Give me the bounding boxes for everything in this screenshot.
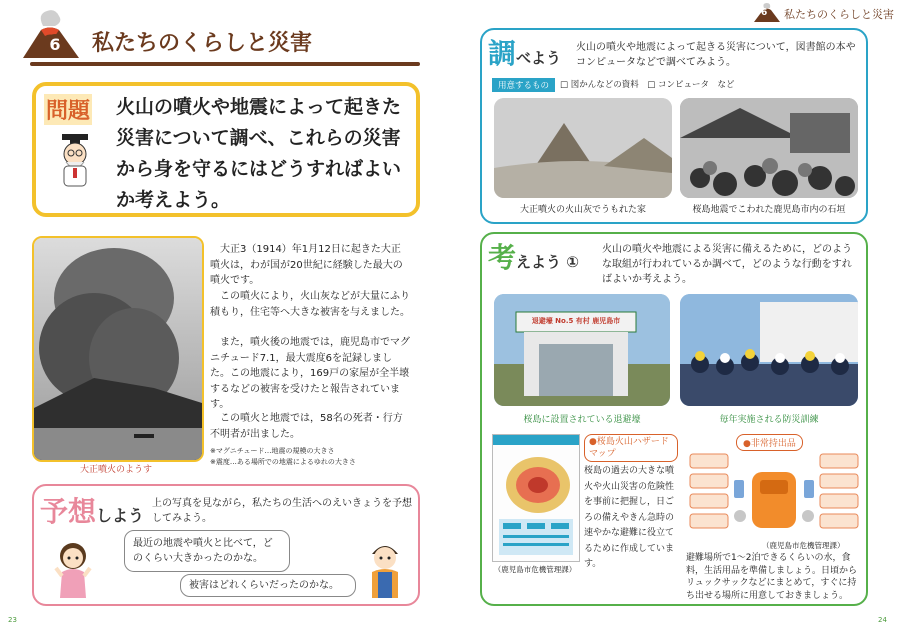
- emergency-items-illustration: [686, 450, 862, 536]
- prepare-label: 用意するもの: [492, 78, 555, 92]
- body-paragraph-1: 大正3（1914）年1月12日に起きた大正噴火は，わが国が20世紀に経験した最大の噴火です。: [210, 244, 403, 286]
- hazard-map-caption: （鹿児島市危機管理課）: [493, 565, 577, 574]
- photo4-caption: 毎年実施される防災訓練: [719, 415, 819, 425]
- note-magnitude: ※マグニチュード…地震の規模の大きさ: [210, 447, 335, 455]
- page-number-left: 23: [8, 616, 17, 624]
- speech-bubble-2: 被害はどれくらいだったのかな。: [180, 574, 356, 597]
- kangae-text: 火山の噴火や地震による災害に備えるために，どのような取組が行われているか調べて，どのような行動をすればよいか考えよう。: [602, 244, 852, 285]
- shelter-sign-text: 退避壕 No.5 有村 鹿児島市: [531, 317, 621, 325]
- shelter-photo: [494, 294, 670, 406]
- mondai-text: 火山の噴火や地震によって起きた災害について調べ、これらの災害から身を守るにはどうすればよいか考えよう。: [116, 96, 402, 211]
- title-underline: [30, 62, 420, 66]
- photo3-caption: 桜島に設置されている退避壕: [523, 415, 641, 425]
- yosou-text: 上の写真を見ながら，私たちの生活へのえいきょうを予想してみよう。: [152, 498, 412, 524]
- header-title: 私たちのくらしと災害: [784, 8, 894, 21]
- boy-illustration: [364, 538, 406, 604]
- emergency-title: ●非常持出品: [736, 434, 803, 451]
- broken-wall-photo: [680, 98, 858, 198]
- header-number: 6: [761, 8, 768, 18]
- shirabe-small: べよう: [516, 49, 562, 67]
- page-number-right: 24: [878, 616, 887, 624]
- prepare-items: □ 図かんなどの資料 □ コンピュータ など: [560, 80, 735, 90]
- shirabe-heading: [488, 32, 561, 72]
- speech-bubble-1: 最近の地震や噴火と比べて，どのくらい大きかったのかな。: [124, 530, 290, 572]
- body-paragraph-4: この噴火と地震では，58名の死者・行方不明者が出ました。: [210, 413, 403, 440]
- shirabe-text: 火山の噴火や地震によって起きる災害について，図書館の本やコンピュータなどで調べてみよう。: [576, 42, 856, 68]
- body-paragraph-2: この噴火により，火山灰などが大量にふり積もり，住宅等へ大きな被害を与えました。: [210, 291, 410, 318]
- girl-illustration: [52, 538, 94, 604]
- emergency-caption: （鹿児島市危機管理課）: [762, 541, 845, 550]
- professor-illustration: [52, 130, 100, 194]
- hazard-map-text: 桜島の過去の大きな噴火や火山災害の危険性を事前に把握し，日ごろの備えやきん急時の速やかな避難に役立てるために作成しています。: [584, 466, 675, 569]
- kangae-big: 考: [488, 241, 517, 274]
- shirabe-big: 調: [488, 37, 517, 70]
- photo1-caption: 大正噴火の火山灰でうもれた家: [519, 205, 646, 215]
- yosou-box: [32, 484, 420, 606]
- kangae-box: [480, 232, 868, 606]
- mondai-label: 問題: [44, 94, 92, 125]
- shirabe-box: [480, 28, 868, 224]
- yosou-small: しよう: [96, 506, 145, 525]
- yosou-big: 予想: [40, 495, 97, 528]
- drill-photo: [680, 294, 858, 406]
- mondai-box: [32, 82, 420, 217]
- eruption-photo-caption: 大正噴火のようす: [79, 465, 152, 475]
- body-paragraph-3: また，噴火後の地震では，鹿児島市でマグニチュード7.1，最大震度6を記録しました。この地震により，169戸の家屋が全半壊するなどの被害を受けたと報告されています。: [210, 337, 410, 410]
- buried-house-photo: [494, 98, 672, 198]
- hazard-map-title: ●桜島火山ハザードマップ: [584, 434, 678, 462]
- note-intensity: ※震度…ある場所での地震によるゆれの大きさ: [210, 458, 356, 466]
- kangae-small: えよう ①: [516, 253, 579, 271]
- photo2-caption: 桜島地震でこわれた鹿児島市内の石垣: [692, 205, 846, 215]
- page-title: 私たちのくらしと災害: [92, 30, 313, 56]
- hazard-map-image: [492, 434, 580, 562]
- kangae-heading: [488, 236, 579, 276]
- unit-number-badge: 6: [44, 34, 66, 56]
- eruption-photo: [32, 236, 204, 462]
- yosou-heading: [40, 490, 144, 530]
- emergency-text: 避難場所で1～2泊できるくらいの水，食料，生活用品を準備しましょう。日頃からリュックサックなどにまとめて，すぐに持ち出せる場所に用意しておきましょう。: [686, 553, 858, 601]
